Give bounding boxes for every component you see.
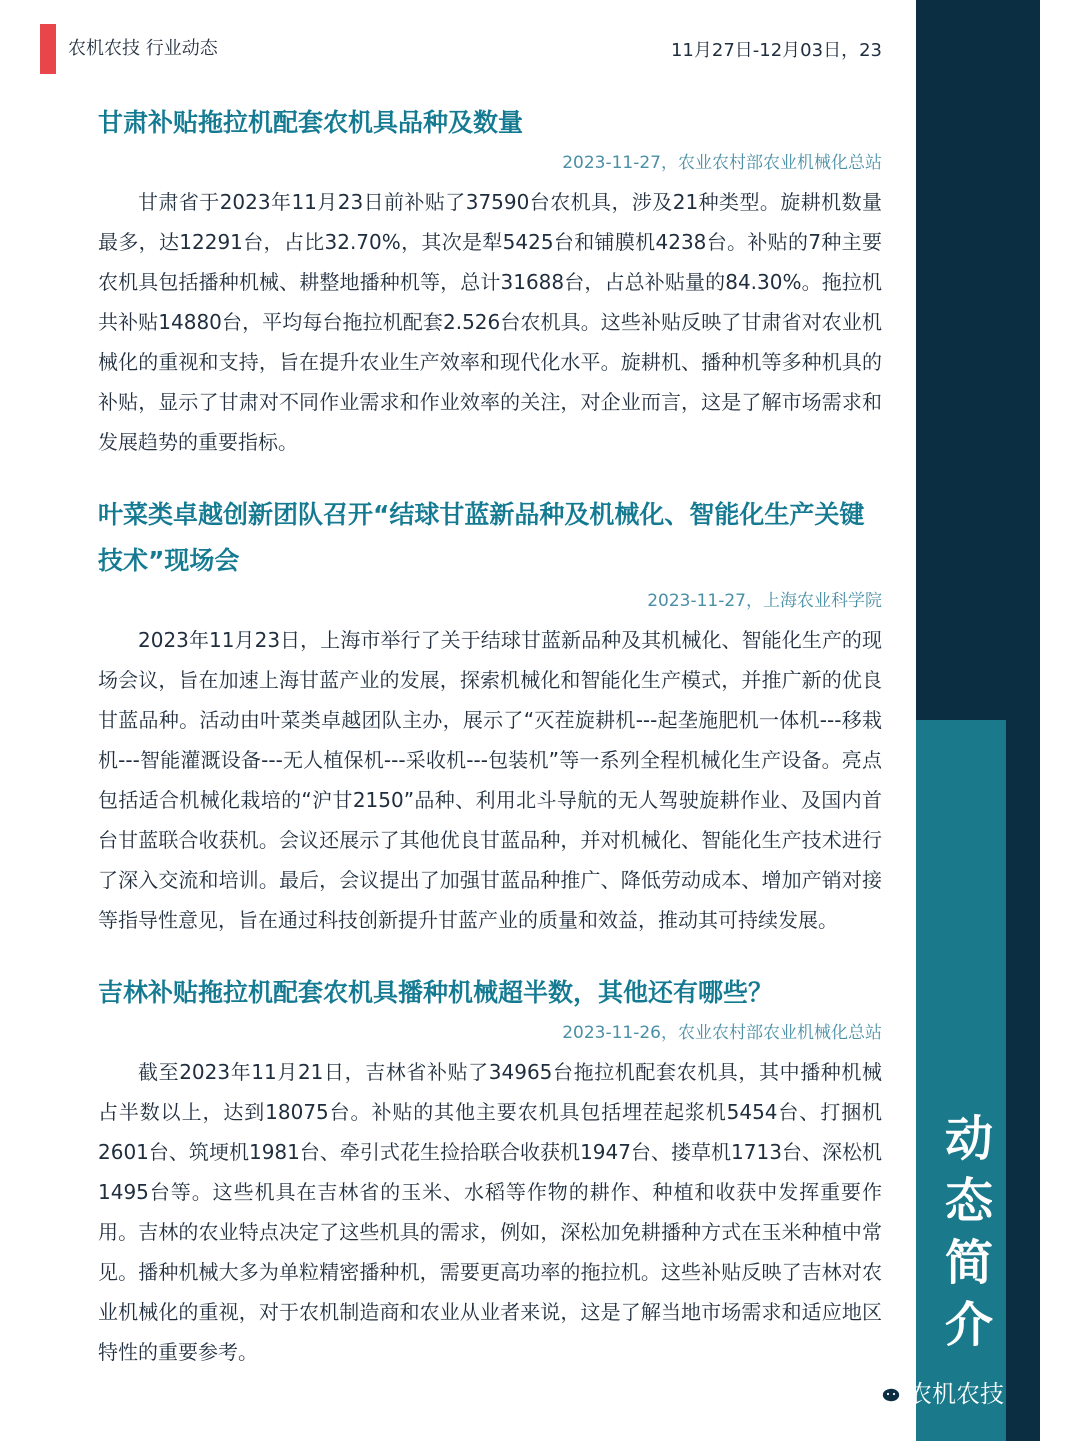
article-meta: 2023-11-26，农业农村部农业机械化总站	[562, 1023, 882, 1043]
sidebar-title-char: 介	[944, 1297, 993, 1353]
article-meta: 2023-11-27，农业农村部农业机械化总站	[562, 153, 882, 173]
article	[98, 492, 882, 940]
article	[98, 970, 882, 1372]
article-title: 甘肃补贴拖拉机配套农机具品种及数量	[98, 108, 524, 137]
header-date-range: 11月27日-12月03日，23	[670, 40, 882, 61]
article-body: 截至2023年11月21日，吉林省补贴了34965台拖拉机配套农机具，其中播种机械占半数以上，达到18075台。补贴的其他主要农机具包括埋茬起浆机5454台、打捆机2601台、筑埂机1981台、牵引式花生捡拾联合收获机1947台、搂草机1713台、深松机1495台等。这些机具在吉林省的玉米、水稻等作物的耕作、种植和收获中发挥重要作用。吉林的农业特点决定了这些机具的需求，例如，深松加免耕播种方式在玉米种植中常见。播种机械大多为单粒精密播种机，需要更高功率的拖拉机。这些补贴反映了吉林对农业机械化的重视，对于农机制造商和农业从业者来说，这是了解当地市场需求和适应地区特性的重要参考。	[98, 1060, 882, 1364]
article	[98, 100, 882, 462]
article-body: 2023年11月23日，上海市举行了关于结球甘蓝新品种及其机械化、智能化生产的现场会议，旨在加速上海甘蓝产业的发展，探索机械化和智能化生产模式，并推广新的优良甘蓝品种。活动由叶菜类卓越团队主办，展示了“灭茬旋耕机---起垄施肥机一体机---移栽机---智能灌溉设备---无人植保机---采收机---包装机”等一系列全程机械化生产设备。亮点包括适合机械化栽培的“沪甘2150”品种、利用北斗导航的无人驾驶旋耕作业、及国内首台甘蓝联合收获机。会议还展示了其他优良甘蓝品种，并对机械化、智能化生产技术进行了深入交流和培训。最后，会议提出了加强甘蓝品种推广、降低劳动成本、增加产销对接等指导性意见，旨在通过科技创新提升甘蓝产业的质量和效益，推动其可持续发展。	[98, 628, 882, 932]
sidebar-title	[916, 1108, 1022, 1356]
article-body: 甘肃省于2023年11月23日前补贴了37590台农机具，涉及21种类型。旋耕机数量最多，达12291台，占比32.70%，其次是犁5425台和铺膜机4238台。补贴的7种主要农机具包括播种机械、耕整地播种机等，总计31688台，占总补贴量的84.30%。拖拉机共补贴14880台，平均每台拖拉机配套2.526台农机具。这些补贴反映了甘肃省对农业机械化的重视和支持，旨在提升农业生产效率和现代化水平。旋耕机、播种机等多种机具的补贴，显示了甘肃对不同作业需求和作业效率的关注，对企业而言，这是了解市场需求和发展趋势的重要指标。	[98, 190, 882, 454]
watermark-text: 农机农技	[908, 1380, 1004, 1408]
article-meta: 2023-11-27，上海农业科学院	[647, 591, 882, 611]
sidebar-title-char: 动	[944, 1111, 993, 1167]
header-accent-bar	[40, 24, 56, 74]
wechat-icon	[868, 1379, 902, 1405]
article-list	[98, 100, 882, 1372]
header-section-label: 农机农技 行业动态	[68, 38, 218, 59]
article-title: 吉林补贴拖拉机配套农机具播种机械超半数，其他还有哪些？	[98, 978, 774, 1007]
sidebar-title-char: 态	[944, 1173, 993, 1229]
sidebar-title-char: 简	[944, 1235, 993, 1291]
watermark	[868, 1374, 1004, 1409]
article-title: 叶菜类卓越创新团队召开“结球甘蓝新品种及机械化、智能化生产关键技术”现场会	[98, 500, 865, 575]
